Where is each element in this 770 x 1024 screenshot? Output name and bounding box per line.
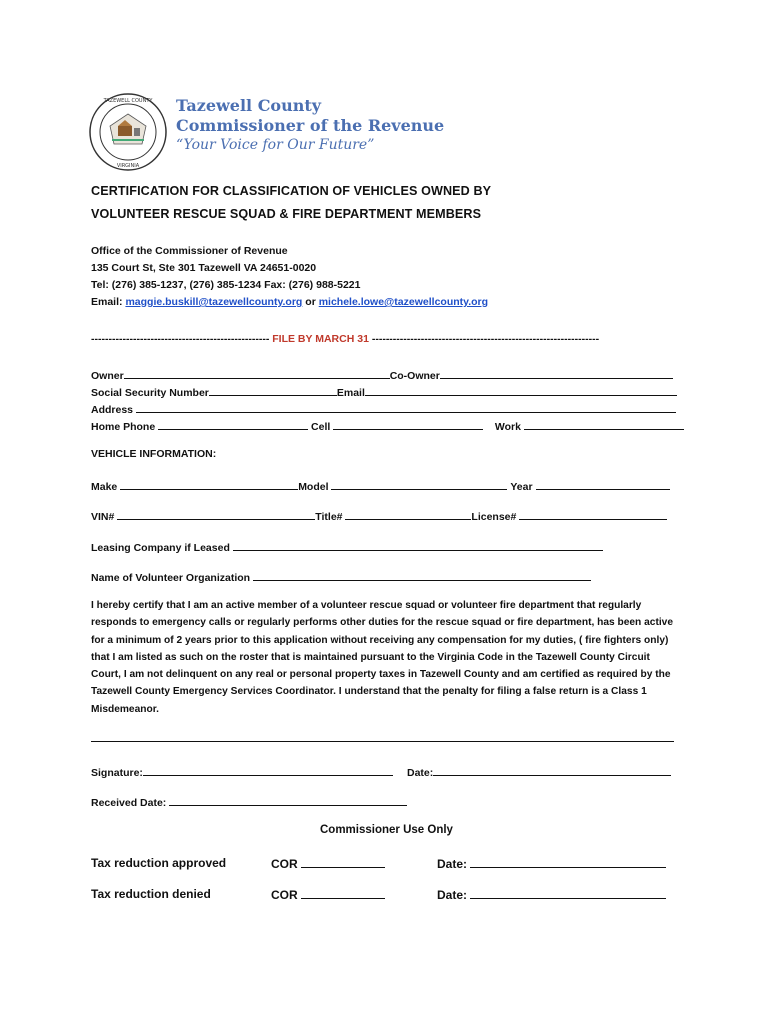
cor-label-2: COR <box>271 888 298 902</box>
received-row <box>91 794 407 809</box>
date-field[interactable] <box>433 764 671 776</box>
certification-text: I hereby certify that I am an active member of a volunteer rescue squad or volunteer fire department that regularly responds to emergency calls or regularly performs other duties for the rescue squad or fire department, has been active for a minimum of 2 years prior to this application without receiving any compensation for my duties, ( fire fighters only) that I am listed as such on the roster that is maintained pursuant to the Virginia Code in the Tazewell County Circuit Court, I am not delinquent on any real or personal property taxes in Tazewell County and am certified as required by the Tazewell County Emergency Services Coordinator. I understand that the penalty for filing a false return is a Class 1 Misdemeanor. <box>91 600 673 715</box>
license-field[interactable] <box>519 508 667 520</box>
form-title-line-1: CERTIFICATION FOR CLASSIFICATION OF VEHICLES OWNED BY <box>91 184 492 198</box>
office-name: Commissioner of the Revenue <box>176 116 445 135</box>
co-owner-label: Co-Owner <box>389 370 440 382</box>
county-name: Tazewell County <box>176 96 322 115</box>
denied-date-field[interactable] <box>470 887 666 899</box>
ssn-row <box>91 384 677 399</box>
approved-date-field[interactable] <box>470 856 666 868</box>
email-label: Email: <box>91 296 123 308</box>
ssn-label: Social Security Number <box>91 387 209 399</box>
owner-field[interactable] <box>124 367 390 379</box>
date-row <box>407 764 671 779</box>
vehicle-heading: VEHICLE INFORMATION: <box>91 448 217 460</box>
vin-label: VIN# <box>91 511 115 523</box>
email-or: or <box>305 296 316 308</box>
organization-row <box>91 569 591 584</box>
denied-date-label: Date: <box>437 888 468 902</box>
owner-email-field[interactable] <box>365 384 677 396</box>
contact-email-row <box>91 296 488 308</box>
contact-phones: Tel: (276) 385-1237, (276) 385-1234 Fax: (276) 988-5221 <box>91 279 361 291</box>
vin-row <box>91 508 667 523</box>
year-label: Year <box>510 481 533 493</box>
received-label: Received Date: <box>91 797 167 809</box>
contact-office: Office of the Commissioner of Revenue <box>91 245 288 257</box>
county-seal-icon <box>88 92 168 172</box>
email-link-lowe[interactable]: michele.lowe@tazewellcounty.org <box>318 296 489 308</box>
tagline: “Your Voice for Our Future” <box>176 137 375 153</box>
contact-address: 135 Court St, Ste 301 Tazewell VA 24651-0020 <box>91 262 317 274</box>
deadline-dashes-right: ----------------------------------------------------------------- <box>371 333 600 345</box>
address-field[interactable] <box>136 401 676 413</box>
cell-label: Cell <box>311 421 331 433</box>
vin-field[interactable] <box>117 508 315 520</box>
approved-date <box>437 856 666 871</box>
received-field[interactable] <box>169 794 407 806</box>
year-field[interactable] <box>536 478 670 490</box>
work-label: Work <box>494 421 521 433</box>
leasing-field[interactable] <box>233 539 603 551</box>
co-owner-field[interactable] <box>440 367 673 379</box>
form-title-line-2: VOLUNTEER RESCUE SQUAD & FIRE DEPARTMENT MEMBERS <box>91 207 482 221</box>
signature-field[interactable] <box>143 764 393 776</box>
owner-row <box>91 367 673 382</box>
signature-row <box>91 764 393 779</box>
leasing-label: Leasing Company if Leased <box>91 542 230 554</box>
svg-text:VIRGINIA: VIRGINIA <box>116 163 140 169</box>
owner-label: Owner <box>91 370 124 382</box>
deadline-banner <box>91 333 599 345</box>
blank-line[interactable] <box>91 741 674 742</box>
svg-text:TAZEWELL COUNTY: TAZEWELL COUNTY <box>103 98 153 104</box>
deadline-text: FILE BY MARCH 31 <box>272 333 369 345</box>
commissioner-heading: Commissioner Use Only <box>320 824 453 836</box>
approved-cor-field[interactable] <box>301 856 385 868</box>
title-field[interactable] <box>345 508 471 520</box>
title-label: Title# <box>315 511 343 523</box>
cor-label: COR <box>271 857 298 871</box>
model-field[interactable] <box>331 478 507 490</box>
approved-cor <box>271 856 385 871</box>
organization-label: Name of Volunteer Organization <box>91 572 251 584</box>
address-label: Address <box>91 404 134 416</box>
approved-date-label: Date: <box>437 857 468 871</box>
make-label: Make <box>91 481 118 493</box>
header-brand <box>176 96 444 154</box>
organization-field[interactable] <box>253 569 591 581</box>
model-label: Model <box>298 481 329 493</box>
address-row <box>91 401 676 416</box>
email-link-buskill[interactable]: maggie.buskill@tazewellcounty.org <box>125 296 303 308</box>
home-phone-label: Home Phone <box>91 421 156 433</box>
leasing-row <box>91 539 603 554</box>
home-phone-field[interactable] <box>158 418 308 430</box>
cell-field[interactable] <box>333 418 483 430</box>
phone-row <box>91 418 684 433</box>
license-label: License# <box>471 511 517 523</box>
approved-label: Tax reduction approved <box>91 856 227 870</box>
denied-label: Tax reduction denied <box>91 887 211 901</box>
signature-label: Signature: <box>91 767 143 779</box>
email-field-label: Email <box>336 387 365 399</box>
make-field[interactable] <box>120 478 298 490</box>
date-label: Date: <box>407 767 434 779</box>
work-field[interactable] <box>524 418 684 430</box>
denied-cor <box>271 887 385 902</box>
ssn-field[interactable] <box>209 384 337 396</box>
deadline-dashes-left: --------------------------------------------------- <box>91 333 270 345</box>
denied-cor-field[interactable] <box>301 887 385 899</box>
make-row <box>91 478 670 493</box>
denied-date <box>437 887 666 902</box>
